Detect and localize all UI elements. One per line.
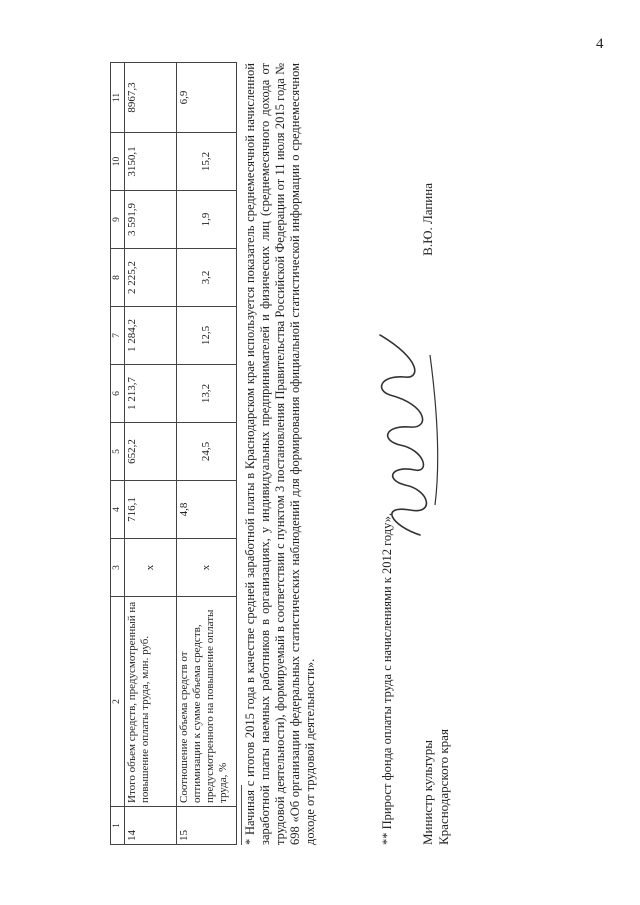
signature-block [420, 63, 460, 845]
table-cell: 2 225,2 [125, 249, 177, 307]
signatory-position-line1: Министр культуры [420, 739, 435, 845]
table-cell: 3150,1 [125, 133, 177, 191]
signatory-position-line2: Краснодарского края [436, 729, 451, 845]
table-cell: 4,8 [177, 481, 237, 539]
footnote-2: ** Прирост фонда оплаты труда с начислениями к 2012 году». [380, 512, 394, 845]
table-cell: 1 213,7 [125, 365, 177, 423]
footnote-1: * Начиная с итогов 2015 года в качестве средней заработной платы в Краснодарском крае используется показатель среднемесячной начисленной заработной платы наемных работников в организациях, у индивидуальных предпринимателей и физических лиц (среднемесячного дохода от трудовой деятельности), формируемый в соответствии с пунктом 3 постановления Правительства Российской Федерации от 11 июля 2015 года № 698 «Об организации федеральных статистических наблюдений для формирования официальной статистической информации о среднемесячном доходе от трудовой деятельности». [243, 63, 317, 845]
row-description: Соотношение объема средств от оптимизации к сумме объема средств, предусмотренного на повышение оплаты труда, % [177, 597, 237, 807]
column-number: 11 [111, 63, 125, 133]
table-cell: 1 284,2 [125, 307, 177, 365]
table-row [177, 63, 237, 845]
column-number: 4 [111, 481, 125, 539]
signatory-position [420, 729, 452, 845]
column-number: 7 [111, 307, 125, 365]
column-number: 10 [111, 133, 125, 191]
column-number: 9 [111, 191, 125, 249]
rotated-document-content [110, 60, 451, 845]
table-cell: 652,2 [125, 423, 177, 481]
table-cell: 3,2 [177, 249, 237, 307]
column-number: 3 [111, 539, 125, 597]
column-number: 5 [111, 423, 125, 481]
column-number: 6 [111, 365, 125, 423]
row-number: 15 [177, 807, 237, 845]
table-cell: х [125, 539, 177, 597]
table-cell: 12,5 [177, 307, 237, 365]
table-cell: 6,9 [177, 63, 237, 133]
table-cell: х [177, 539, 237, 597]
column-number: 8 [111, 249, 125, 307]
table-cell: 716,1 [125, 481, 177, 539]
column-number: 2 [111, 597, 125, 807]
handwritten-signature [360, 325, 450, 545]
table-row [125, 63, 177, 845]
data-table [110, 62, 237, 845]
table-cell: 15,2 [177, 133, 237, 191]
row-number: 14 [125, 807, 177, 845]
signatory-name: В.Ю. Лапина [420, 183, 435, 256]
column-number: 1 [111, 807, 125, 845]
table-cell: 13,2 [177, 365, 237, 423]
row-description: Итого объем средств, предусмотренный на повышение оплаты труда, млн. руб. [125, 597, 177, 807]
table-cell: 1,9 [177, 191, 237, 249]
table-cell: 8967,3 [125, 63, 177, 133]
table-cell: 3 591,9 [125, 191, 177, 249]
table-cell: 24,5 [177, 423, 237, 481]
footnote-rule [241, 785, 242, 845]
page-number: 4 [596, 36, 604, 52]
column-number-row [111, 63, 125, 845]
